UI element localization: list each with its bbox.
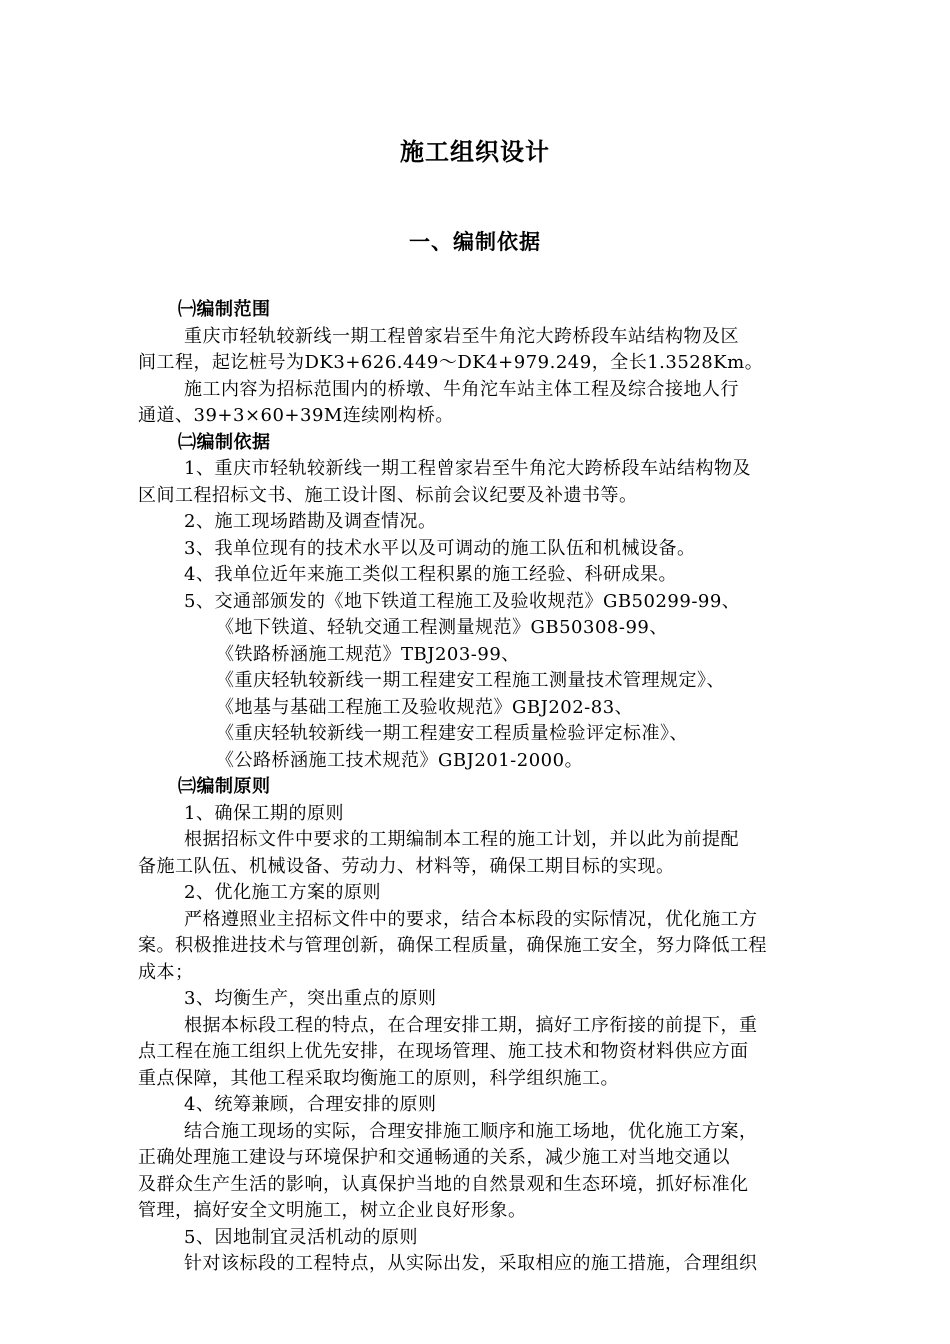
text-line: 根据本标段工程的特点，在合理安排工期，搞好工序衔接的前提下，重 [184, 1014, 758, 1036]
text-line: 备施工队伍、机械设备、劳动力、材料等，确保工期目标的实现。 [138, 855, 675, 877]
principle-label: 2、优化施工方案的原则 [184, 882, 381, 903]
text-line: 重点保障，其他工程采取均衡施工的原则，科学组织施工。 [138, 1067, 619, 1089]
paragraph [138, 907, 860, 987]
paragraph [138, 1119, 860, 1225]
chapter-heading: 一、编制依据 [409, 230, 541, 254]
document-body [138, 297, 860, 1278]
paragraph [138, 456, 860, 509]
text-line: 管理，搞好安全文明施工，树立企业良好形象。 [138, 1200, 527, 1221]
list-item: 5、交通部颁发的《地下铁道工程施工及验收规范》GB50299-99、 [184, 590, 741, 612]
text-line: 间工程，起讫桩号为DK3+626.449～DK4+979.249，全长1.3528Km。 [138, 352, 764, 373]
standard-reference: 《铁路桥涵施工规范》TBJ203-99、 [216, 643, 520, 665]
text-line: 根据招标文件中要求的工期编制本工程的施工计划，并以此为前提配 [184, 829, 739, 850]
standard-reference: 《公路桥涵施工技术规范》GBJ201-2000。 [216, 749, 584, 771]
text-line: 点工程在施工组织上优先安排，在现场管理、施工技术和物资材料供应方面 [138, 1041, 749, 1062]
text-line: 案。积极推进技术与管理创新，确保工程质量，确保施工安全，努力降低工程 [138, 935, 767, 956]
standard-reference: 《地下铁道、轻轨交通工程测量规范》GB50308-99、 [216, 617, 668, 638]
text-line: 结合施工现场的实际，合理安排施工顺序和施工场地，优化施工方案， [184, 1120, 758, 1142]
standard-reference: 《重庆轻轨较新线一期工程建安工程施工测量技术管理规定》、 [216, 670, 725, 691]
principle-label: 1、确保工期的原则 [184, 802, 344, 824]
document-title: 施工组织设计 [400, 138, 550, 166]
list-item: 2、施工现场踏勘及调查情况。 [184, 511, 437, 532]
section-heading-principles: ㈢编制原则 [178, 776, 271, 797]
text-line: 严格遵照业主招标文件中的要求，结合本标段的实际情况，优化施工方 [184, 908, 758, 930]
text-line: 通道、39+3×60+39M连续刚构桥。 [138, 405, 454, 426]
list-item: 3、我单位现有的技术水平以及可调动的施工队伍和机械设备。 [184, 537, 696, 559]
standard-reference: 《重庆轻轨较新线一期工程建安工程质量检验评定标准》、 [216, 723, 688, 744]
paragraph [138, 1013, 860, 1093]
list-item: 4、我单位近年来施工类似工程积累的施工经验、科研成果。 [184, 564, 677, 585]
text-line: 成本； [138, 961, 194, 983]
text-line: 重庆市轻轨较新线一期工程曾家岩至牛角沱大跨桥段车站结构物及区 [184, 325, 739, 347]
paragraph [138, 324, 860, 377]
paragraph [138, 827, 860, 880]
text-line: 施工内容为招标范围内的桥墩、牛角沱车站主体工程及综合接地人行 [184, 378, 739, 400]
paragraph [138, 377, 860, 430]
text-line: 正确处理施工建设与环境保护和交通畅通的关系，减少施工对当地交通以 [138, 1147, 730, 1168]
principle-label: 3、均衡生产，突出重点的原则 [184, 988, 437, 1009]
paragraph [138, 1251, 860, 1278]
section-heading-basis: ㈡编制依据 [178, 431, 271, 453]
standard-reference: 《地基与基础工程施工及验收规范》GBJ202-83、 [216, 696, 634, 718]
text-line: 区间工程招标文书、施工设计图、标前会议纪要及补遗书等。 [138, 484, 638, 506]
section-heading-scope: ㈠编制范围 [178, 299, 271, 320]
principle-label: 4、统筹兼顾，合理安排的原则 [184, 1094, 437, 1115]
principle-label: 5、因地制宜灵活机动的原则 [184, 1226, 418, 1248]
text-line: 针对该标段的工程特点，从实际出发，采取相应的施工措施，合理组织 [184, 1253, 758, 1274]
text-line: 1、重庆市轻轨较新线一期工程曾家岩至牛角沱大跨桥段车站结构物及 [184, 458, 751, 479]
text-line: 及群众生产生活的影响，认真保护当地的自然景观和生态环境，抓好标准化 [138, 1173, 749, 1195]
